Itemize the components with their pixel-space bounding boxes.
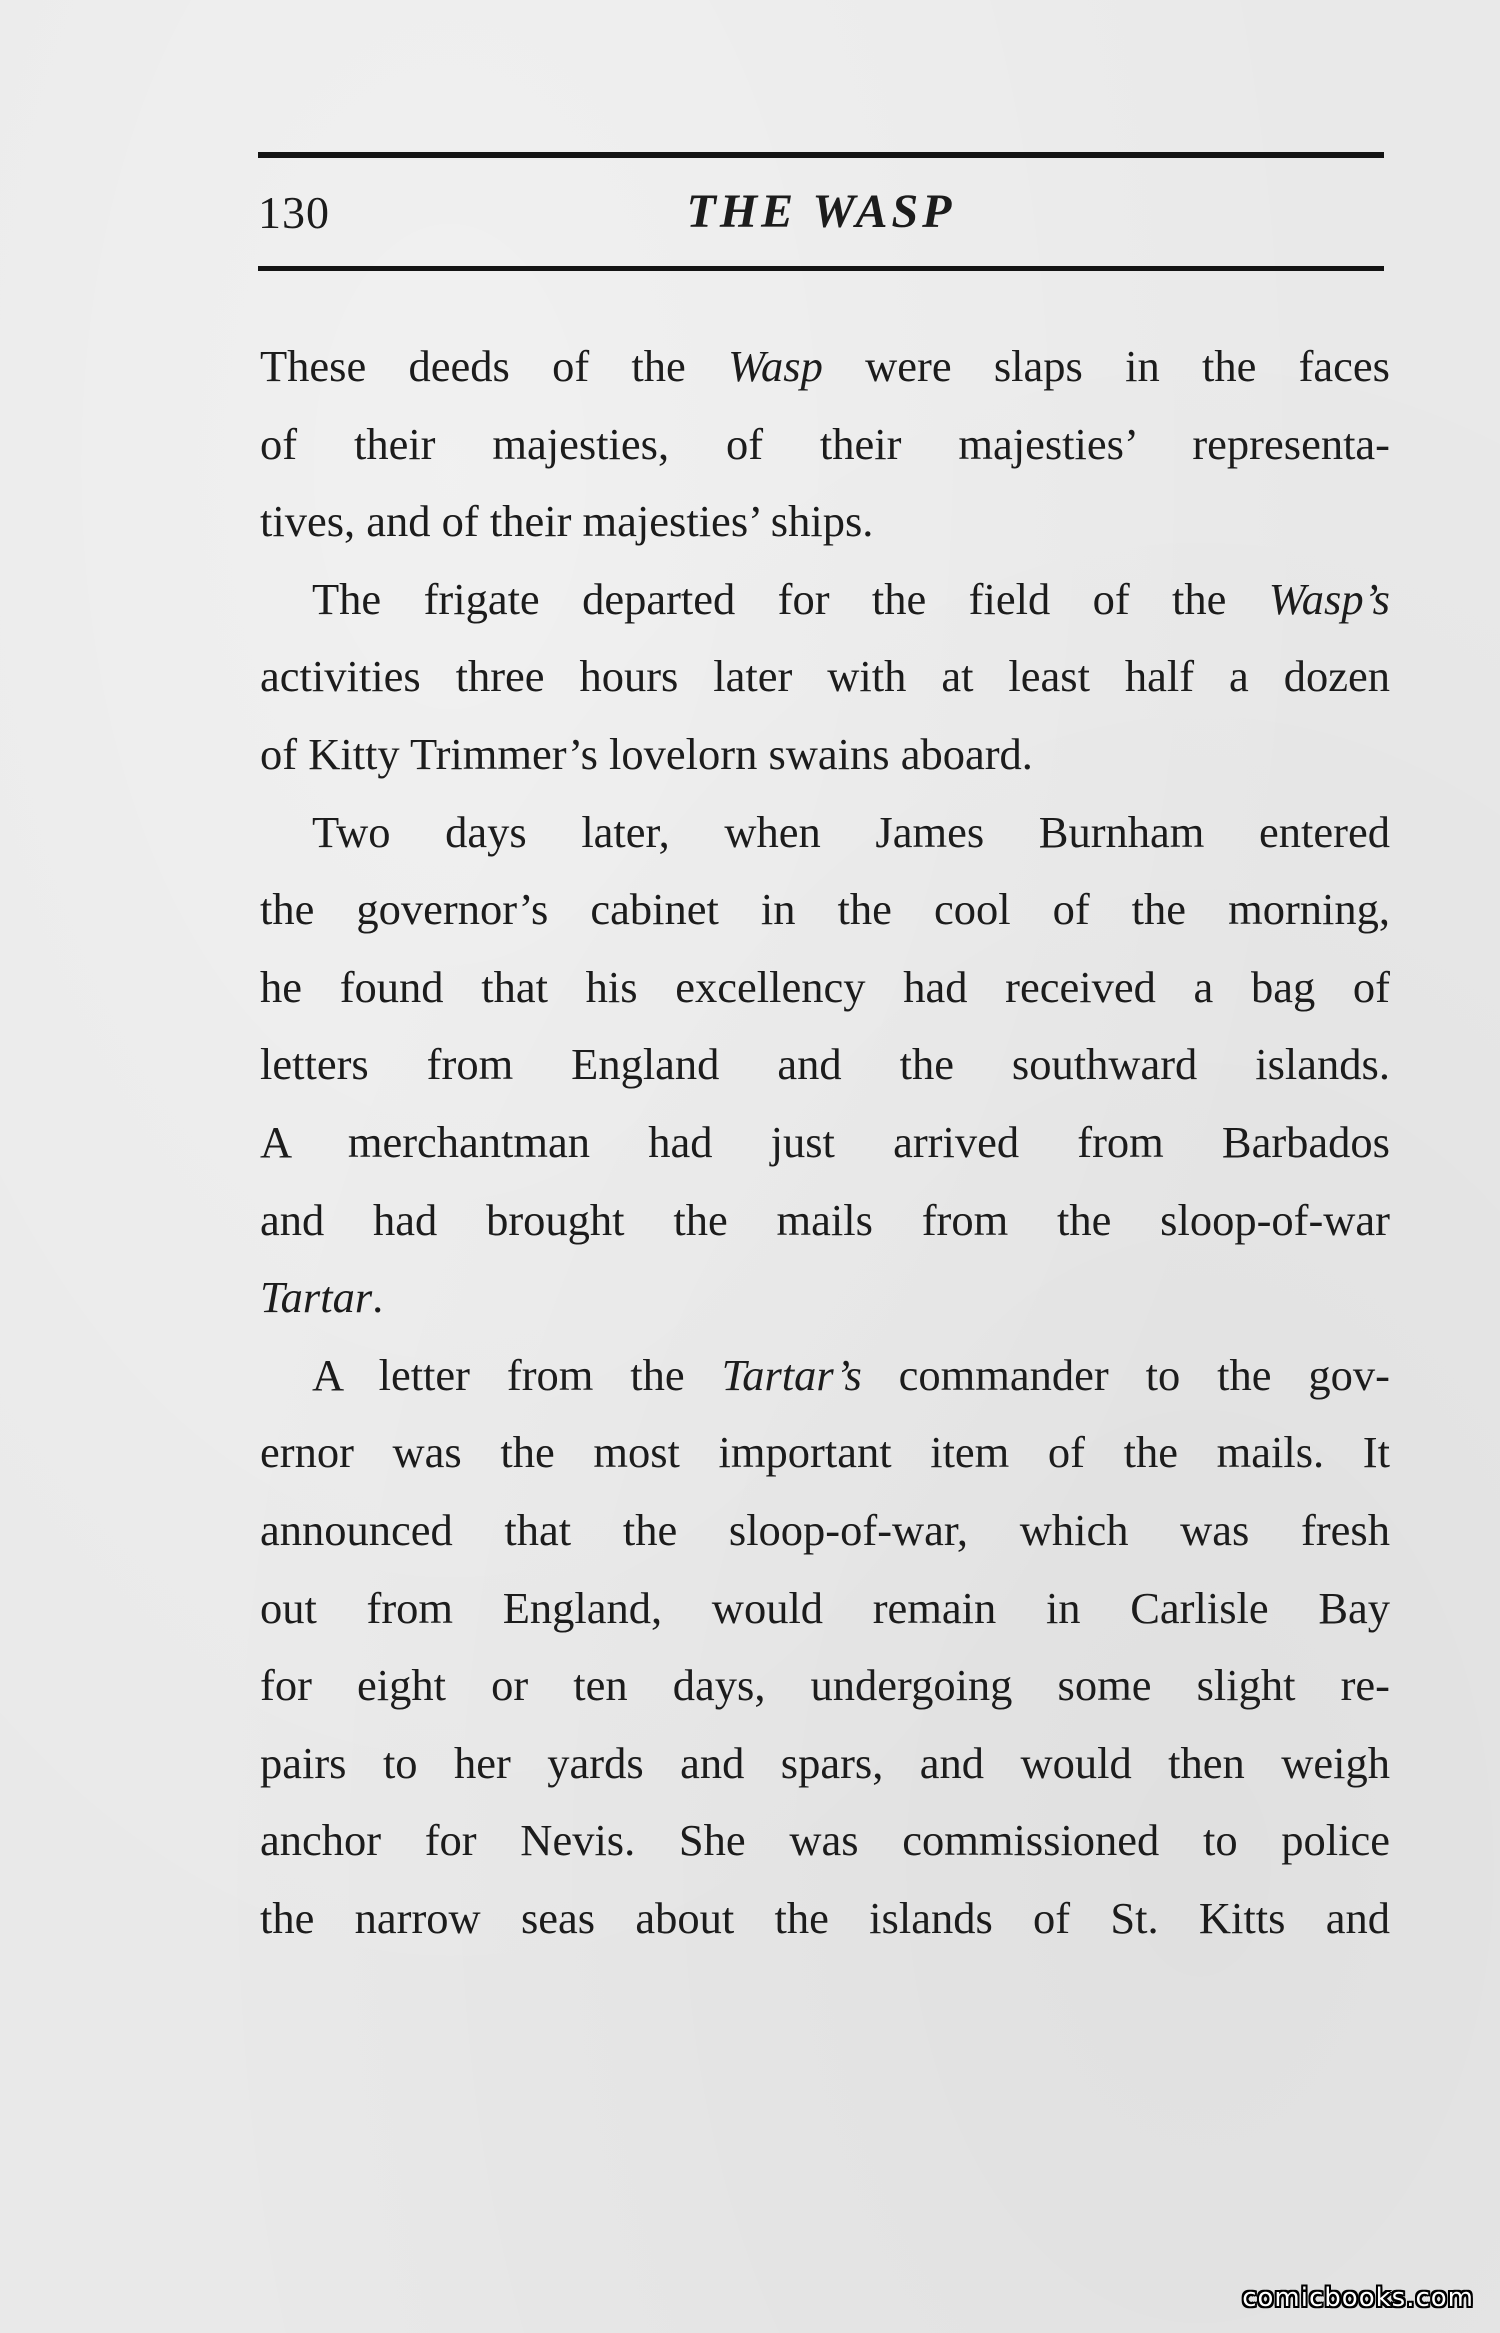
text-run: were slaps in the faces (822, 341, 1391, 391)
text-line (260, 1414, 1390, 1492)
text-line (260, 1647, 1390, 1725)
text-line (260, 638, 1390, 716)
text-run: commander to the gov- (861, 1349, 1390, 1400)
text-line (260, 561, 1390, 639)
header-rule-bottom (258, 266, 1384, 271)
italic-text: Wasp’s (1268, 573, 1390, 624)
text-line (260, 1182, 1390, 1260)
text-line (260, 1337, 1390, 1415)
paragraph (260, 794, 1390, 1337)
text-run: activities three hours later with at least half a dozen (260, 651, 1390, 702)
text-line (260, 406, 1390, 484)
text-line (260, 1880, 1390, 1958)
text-line (260, 716, 1390, 794)
paragraph (260, 561, 1390, 794)
text-run: for eight or ten days, undergoing some slight re- (260, 1660, 1390, 1711)
text-run: tives, and of their majesties’ ships. (260, 496, 874, 547)
body-text (260, 328, 1390, 1957)
text-run: These deeds of the (260, 341, 729, 391)
italic-text: Tartar’s (721, 1349, 862, 1400)
paragraph (260, 328, 1390, 561)
text-line (260, 483, 1390, 561)
italic-text: Tartar (260, 1272, 373, 1323)
text-run: the governor’s cabinet in the cool of the morning, (260, 884, 1390, 935)
text-line (260, 794, 1390, 872)
header-rule-top (258, 152, 1384, 158)
text-run: letters from England and the southward islands. (260, 1039, 1390, 1090)
text-line (260, 1570, 1390, 1648)
text-line (260, 1026, 1390, 1104)
text-run: ernor was the most important item of the mails. It (260, 1427, 1390, 1478)
page-number: 130 (258, 187, 330, 238)
text-run: announced that the sloop-of-war, which was fresh (260, 1504, 1390, 1555)
text-run: A letter from the (312, 1349, 722, 1400)
text-run: of Kitty Trimmer’s lovelorn swains aboard. (260, 728, 1033, 779)
text-line (260, 1802, 1390, 1880)
running-title: THE WASP (686, 185, 956, 238)
text-run: A merchantman had just arrived from Barbados (260, 1116, 1390, 1167)
text-line (260, 949, 1390, 1027)
text-run: and had brought the mails from the sloop-of-war (260, 1194, 1390, 1245)
text-line (260, 1492, 1390, 1570)
text-line (260, 1725, 1390, 1803)
italic-text: Wasp (728, 341, 823, 391)
text-run: of their majesties, of their majesties’ representa- (260, 418, 1390, 469)
text-line (260, 328, 1390, 406)
text-line (260, 1104, 1390, 1182)
text-run: Two days later, when James Burnham entered (312, 806, 1390, 857)
text-run: he found that his excellency had received a bag of (260, 961, 1390, 1012)
text-line (260, 871, 1390, 949)
text-run: the narrow seas about the islands of St. Kitts and (260, 1892, 1390, 1943)
page-header (258, 180, 1384, 250)
watermark: comicbooks.com (1242, 2283, 1474, 2313)
text-run: . (372, 1272, 384, 1323)
text-run: pairs to her yards and spars, and would then weigh (260, 1737, 1390, 1788)
text-run: anchor for Nevis. She was commissioned to police (260, 1815, 1390, 1866)
paragraph (260, 1337, 1390, 1958)
text-run: The frigate departed for the field of the (312, 573, 1269, 624)
text-run: out from England, would remain in Carlisle Bay (260, 1582, 1390, 1633)
text-line (260, 1259, 1390, 1337)
